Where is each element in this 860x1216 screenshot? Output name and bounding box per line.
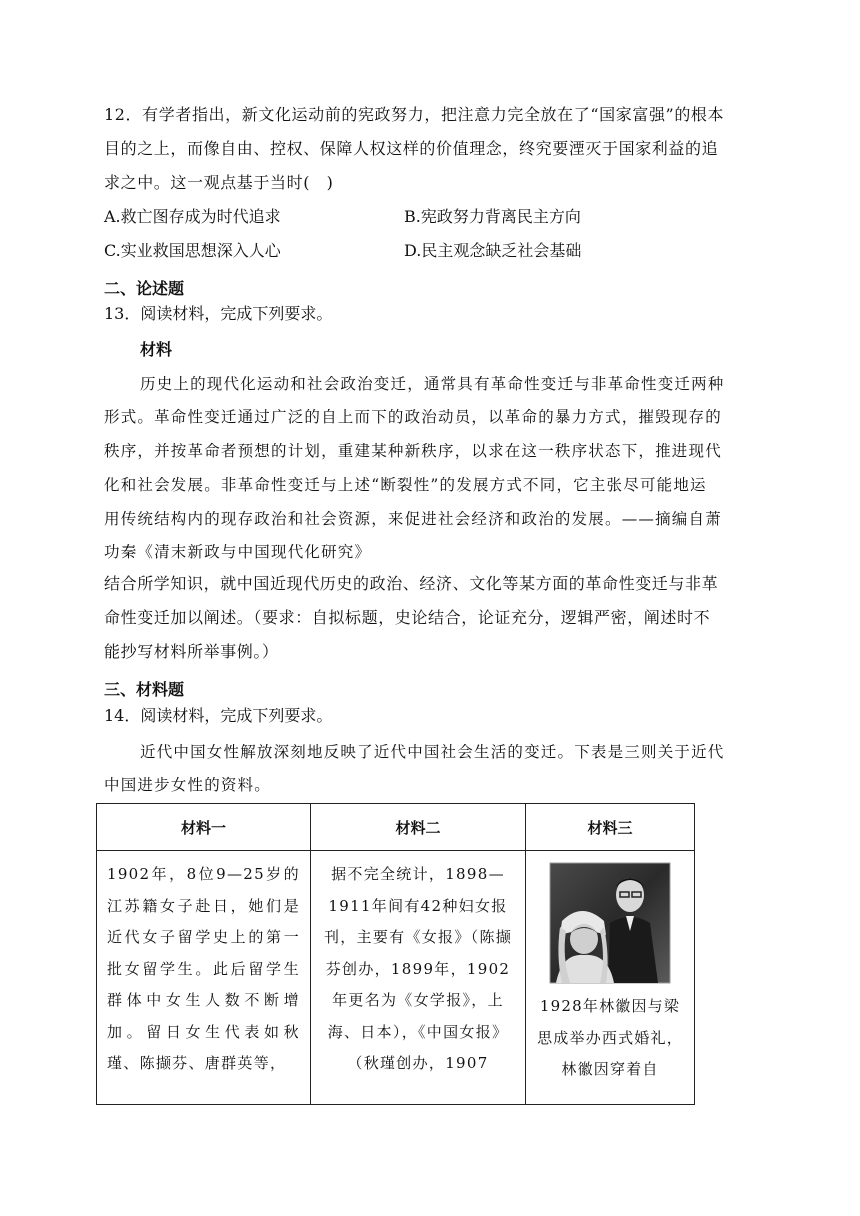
wedding-photo-graphic (548, 861, 672, 985)
material-2-text: 据不完全统计，1898—1911年间有42种妇女报刊，主要有《女报》（陈撷芬创办，1899年，1902年更名为《女学报》，上海、日本），《中国女报》（秋瑾创办，1907 (323, 865, 513, 1072)
q14-intro-line-2: 中国进步女性的资料。 (104, 776, 272, 794)
table-header-material-3: 材料三 (526, 804, 695, 851)
q12-option-a[interactable]: A.救亡图存成为时代追求 (104, 207, 281, 226)
material-3-caption: 1928年林徽因与梁思成举办西式婚礼，林徽因穿着自 (537, 997, 683, 1078)
q12-stem-line-1: 12．有学者指出，新文化运动前的宪政努力，把注意力完全放在了“国家富强”的根本 (104, 105, 725, 124)
material-1-text: 1902年，8位9—25岁的江苏籍女子赴日，她们是近代女子留学史上的第一批女留学生。此后留学生群体中女生人数不断增加。留日女生代表如秋瑾、陈撷芬、唐群英等， (107, 865, 300, 1072)
q14-intro-line-1: 近代中国女性解放深刻地反映了近代中国社会生活的变迁。下表是三则关于近代 (140, 743, 725, 761)
q13-task-line-1: 结合所学知识，就中国近现代历史的政治、经济、文化等某方面的革命性变迁与非革 (104, 574, 719, 593)
table-header-material-1: 材料一 (97, 804, 311, 851)
table-header-row (97, 804, 695, 851)
table-cell-material-2 (311, 851, 526, 1105)
q14-intro: 14．阅读材料，完成下列要求。 (104, 706, 333, 725)
q13-material-line-1: 历史上的现代化运动和社会政治变迁，通常具有革命性变迁与非革命性变迁两种 (140, 375, 725, 393)
table-row (97, 851, 695, 1105)
q12-option-d[interactable]: D.民主观念缺乏社会基础 (404, 241, 582, 260)
wedding-photo-image (548, 861, 672, 985)
q13-material-line-2: 形式。革命性变迁通过广泛的自上而下的政治动员，以革命的暴力方式，摧毁现存的 (104, 408, 722, 426)
q13-material-line-4: 化和社会发展。非革命性变迁与上述“断裂性”的发展方式不同，它主张尽可能地运 (104, 476, 707, 494)
section-title-material: 三、材料题 (104, 680, 185, 699)
q12-stem-line-2: 目的之上，而像自由、控权、保障人权这样的价值理念，终究要湮灭于国家利益的追 (104, 139, 719, 158)
q12-option-b[interactable]: B.宪政努力背离民主方向 (404, 207, 581, 226)
q12-option-c[interactable]: C.实业救国思想深入人心 (104, 241, 281, 260)
q13-material-line-5: 用传统结构内的现存政治和社会资源，来促进社会经济和政治的发展。——摘编自萧 (104, 510, 722, 528)
section-title-essay: 二、论述题 (104, 279, 185, 298)
q13-task-line-2: 命性变迁加以阐述。（要求：自拟标题，史论结合，论证充分，逻辑严密，阐述时不 (104, 608, 711, 627)
table-cell-material-1 (97, 851, 311, 1105)
q13-intro: 13．阅读材料，完成下列要求。 (104, 304, 333, 323)
table-header-material-2: 材料二 (311, 804, 526, 851)
q14-material-table (96, 803, 695, 1105)
q12-stem-line-3: 求之中。这一观点基于当时( ) (104, 173, 334, 192)
q13-material-line-3: 秩序，并按革命者预想的计划，重建某种新秩序，以求在这一秩序状态下，推进现代 (104, 442, 722, 460)
q13-material-line-6: 功秦《清末新政与中国现代化研究》 (104, 543, 372, 561)
table-cell-material-3 (526, 851, 695, 1105)
q13-material-label: 材料 (140, 340, 173, 359)
q13-task-line-3: 能抄写材料所举事例。） (104, 642, 279, 661)
